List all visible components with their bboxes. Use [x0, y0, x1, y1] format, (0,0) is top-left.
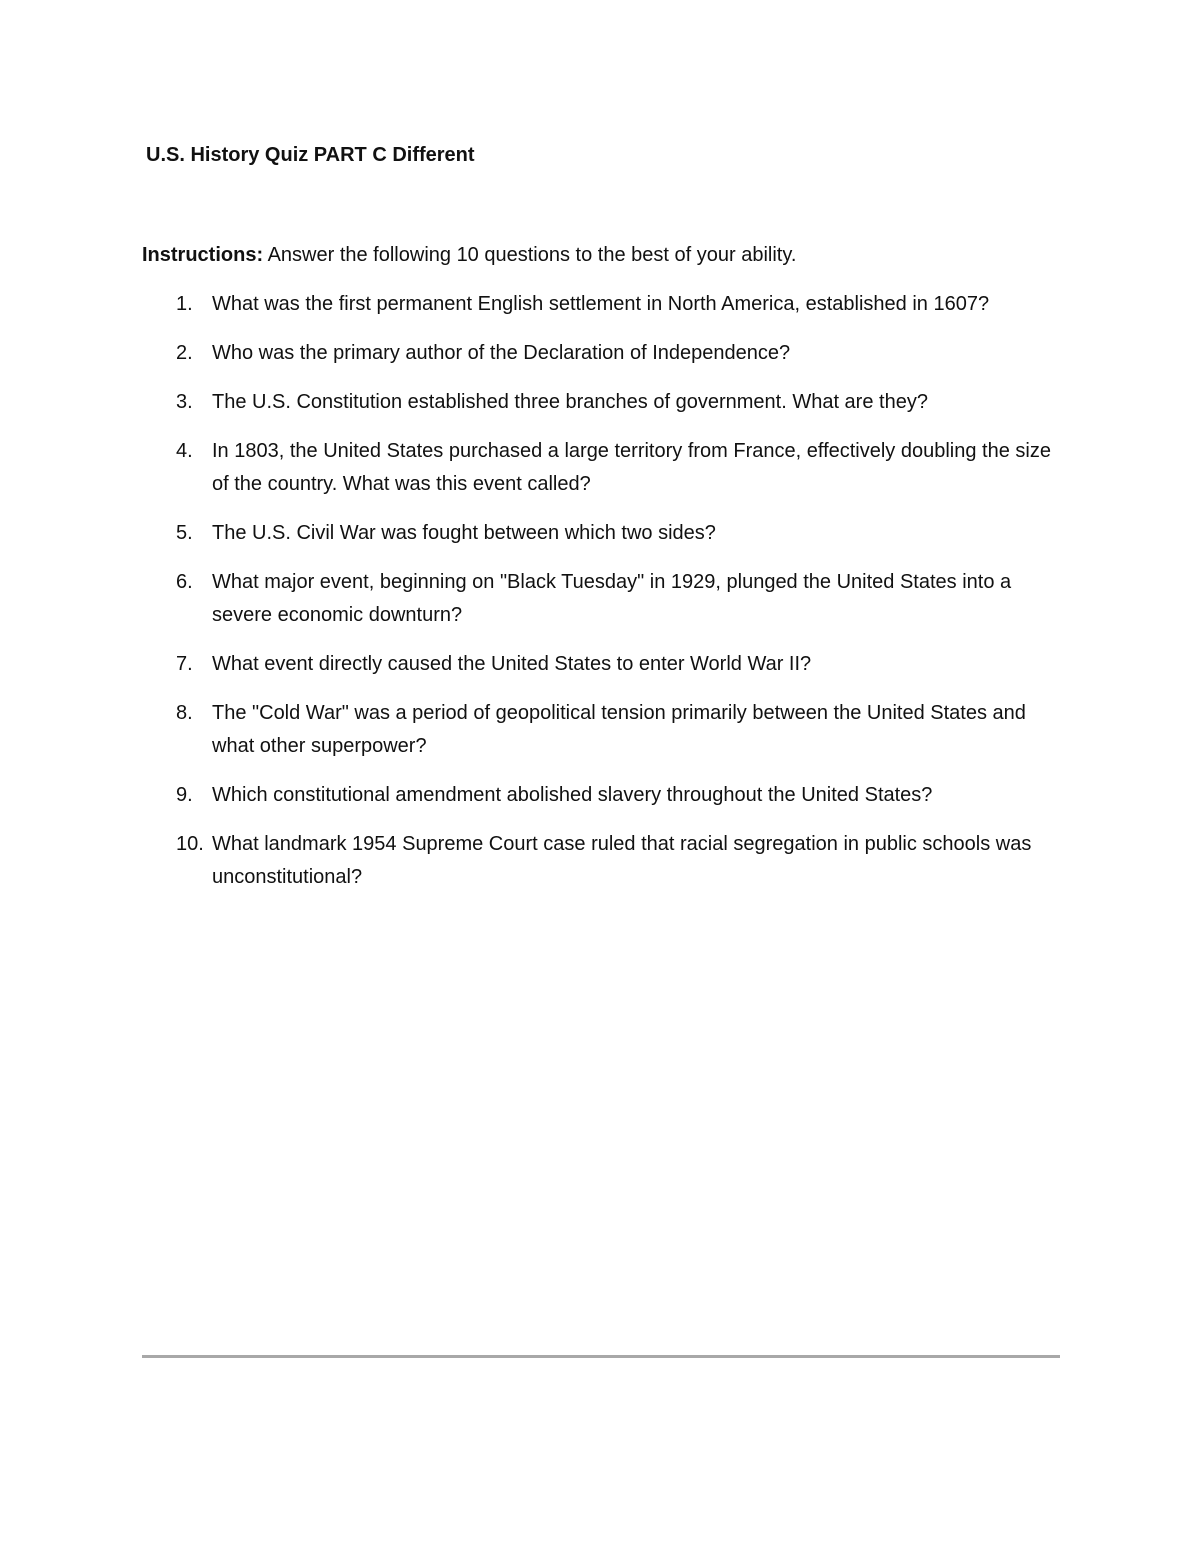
question-text: The U.S. Civil War was fought between which two sides?: [212, 522, 716, 544]
instructions-text: Answer the following 10 questions to the best of your ability.: [263, 244, 797, 266]
question-text: What major event, beginning on "Black Tuesday" in 1929, plunged the United States into a severe economic downturn?: [212, 571, 1012, 626]
question-list: [142, 288, 1062, 910]
question-number: 7.: [176, 653, 193, 675]
question-text: The U.S. Constitution established three branches of government. What are they?: [212, 391, 928, 413]
question-number: 2.: [176, 342, 193, 364]
question-text: What landmark 1954 Supreme Court case ruled that racial segregation in public schools was unconstitutional?: [212, 833, 1032, 888]
question-number: 1.: [176, 293, 193, 315]
question-text: What was the first permanent English settlement in North America, established in 1607?: [212, 293, 990, 315]
question-item: [142, 517, 1062, 550]
question-number: 9.: [176, 784, 193, 806]
question-number: 10.: [176, 833, 204, 855]
question-item: [142, 288, 1062, 321]
question-text: The "Cold War" was a period of geopolitical tension primarily between the United States and what other superpower?: [212, 702, 1026, 757]
instructions: [142, 242, 796, 268]
question-item: [142, 386, 1062, 419]
question-number: 8.: [176, 702, 193, 724]
question-item: [142, 337, 1062, 370]
instructions-label: Instructions:: [142, 244, 264, 266]
question-number: 6.: [176, 571, 193, 593]
page-title: U.S. History Quiz PART C Different: [146, 144, 475, 166]
question-text: Who was the primary author of the Declaration of Independence?: [212, 342, 791, 364]
question-item: [142, 779, 1062, 812]
question-item: [142, 566, 1062, 632]
question-text: What event directly caused the United States to enter World War II?: [212, 653, 812, 675]
question-item: [142, 648, 1062, 681]
question-text: Which constitutional amendment abolished slavery throughout the United States?: [212, 784, 933, 806]
question-number: 4.: [176, 440, 193, 462]
question-item: [142, 828, 1062, 894]
question-item: [142, 435, 1062, 501]
question-item: [142, 697, 1062, 763]
question-number: 3.: [176, 391, 193, 413]
footer-divider: [142, 1355, 1060, 1358]
question-text: In 1803, the United States purchased a large territory from France, effectively doubling the size of the country. What was this event called?: [212, 440, 1051, 495]
question-number: 5.: [176, 522, 193, 544]
